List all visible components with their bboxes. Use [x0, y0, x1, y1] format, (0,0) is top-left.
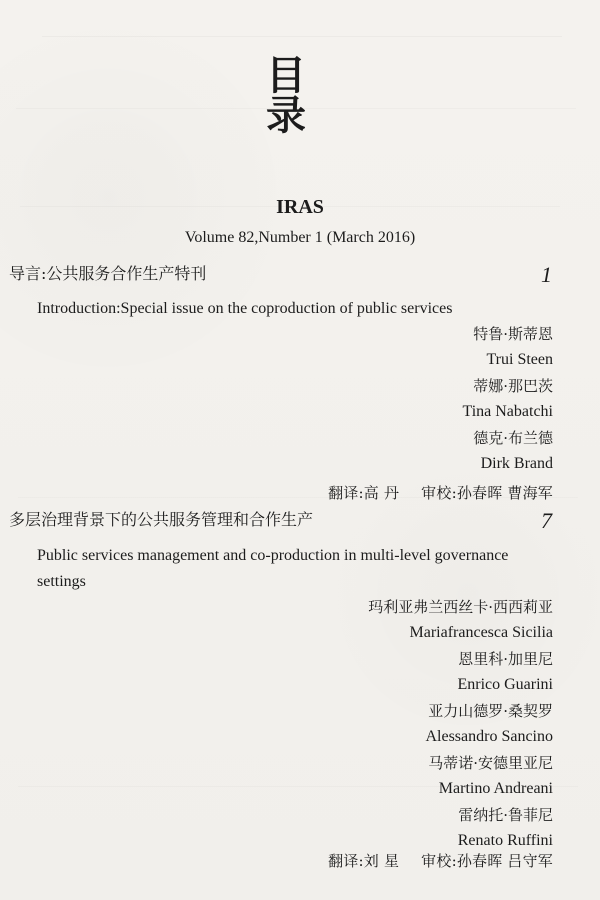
article-authors — [283, 594, 553, 854]
article-title-zh: 导言:公共服务合作生产特刊 — [9, 264, 207, 283]
translation-credit — [328, 486, 553, 501]
author-en: Tina Nabatchi — [462, 403, 553, 420]
author-zh: 蒂娜·那巴茨 — [473, 377, 553, 395]
review-label: 审校: — [421, 852, 457, 870]
author-en: Dirk Brand — [480, 455, 553, 472]
translator-name: 刘 星 — [363, 852, 400, 870]
article-title-en: Public services management and co-production in multi-level governance settings — [37, 547, 509, 590]
translation-label: 翻译: — [328, 484, 364, 502]
author-en: Enrico Guarini — [457, 676, 553, 693]
translator-name: 高 丹 — [363, 484, 400, 502]
author-zh: 雷纳托·鲁菲尼 — [458, 806, 553, 824]
author-en: Alessandro Sancino — [425, 728, 553, 745]
author-zh: 马蒂诺·安德里亚尼 — [428, 754, 553, 772]
author-en: Renato Ruffini — [457, 832, 553, 849]
article-entry — [0, 262, 600, 506]
author-en: Mariafrancesca Sicilia — [409, 624, 553, 641]
page-title: 目 录 — [266, 52, 334, 139]
article-page-number: 1 — [541, 262, 552, 287]
article-title-en: Introduction:Special issue on the coproduction of public services — [37, 300, 453, 317]
review-label: 审校: — [421, 484, 457, 502]
article-title-zh: 多层治理背景下的公共服务管理和合作生产 — [9, 510, 314, 529]
translation-label: 翻译: — [328, 852, 364, 870]
journal-name: IRAS — [276, 196, 324, 218]
author-zh: 德克·布兰德 — [473, 429, 553, 447]
author-zh: 恩里科·加里尼 — [458, 650, 553, 668]
author-zh: 玛利亚弗兰西丝卡·西西莉亚 — [368, 598, 553, 616]
article-entry — [0, 508, 600, 882]
author-zh: 亚力山德罗·桑契罗 — [428, 702, 553, 720]
reviewer-names: 孙春晖 吕守军 — [456, 852, 553, 870]
reviewer-names: 孙春晖 曹海军 — [456, 484, 553, 502]
author-en: Trui Steen — [486, 351, 553, 368]
journal-issue: Volume 82,Number 1 (March 2016) — [184, 229, 416, 246]
article-authors — [283, 321, 553, 477]
translation-credit — [328, 854, 553, 869]
author-zh: 特鲁·斯蒂恩 — [473, 325, 553, 343]
article-page-number: 7 — [541, 508, 552, 533]
author-en: Martino Andreani — [438, 780, 553, 797]
